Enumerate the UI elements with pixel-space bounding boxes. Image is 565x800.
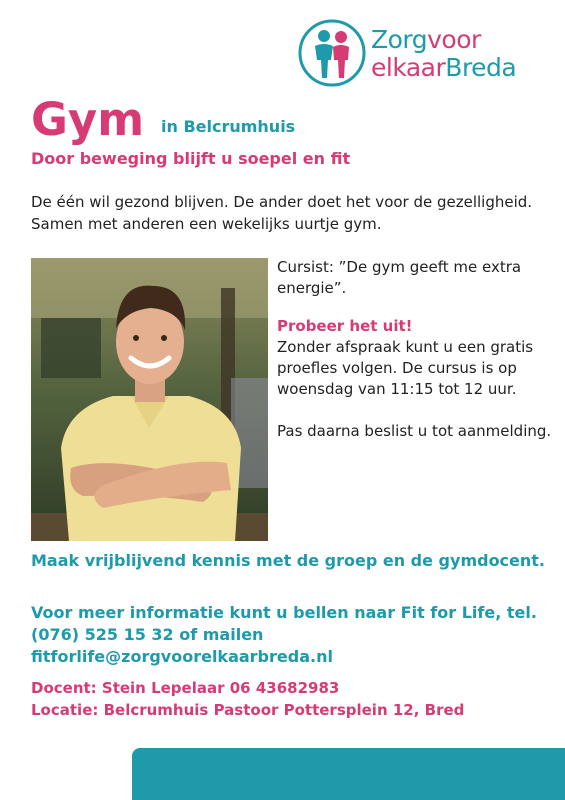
logo-line-1: Zorgvoor [371, 25, 481, 54]
logo [297, 18, 537, 88]
logo-line-2: elkaarBreda [371, 53, 517, 82]
decide-text: Pas daarna beslist u tot aanmelding. [277, 422, 552, 440]
two-people-logo-icon [297, 18, 367, 88]
tagline: Door beweging blijft u soepel en fit [31, 149, 351, 168]
teacher-line: Docent: Stein Lepelaar 06 43682983 [31, 679, 340, 697]
cta-heading: Probeer het uit! [277, 317, 413, 335]
intro-text: De één wil gezond blijven. De ander doet het voor de gezelligheid. Samen met anderen een wekelijks uurtje gym. [31, 193, 533, 233]
meet-text: Maak vrijblijvend kennis met de groep en de gymdocent. [31, 551, 546, 570]
title-location: in Belcrumhuis [161, 117, 296, 136]
cta-text: Zonder afspraak kunt u een gratis proefles volgen. De cursus is op woensdag van 11:15 tot 12 uur. [277, 338, 534, 398]
participant-quote: Cursist: ”De gym geeft me extra energie”. [277, 258, 522, 297]
instructor-photo [31, 258, 268, 541]
page-title: Gym [31, 93, 145, 146]
side-column [277, 257, 562, 442]
location-line: Locatie: Belcrumhuis Pastoor Pottersplein 12, Bred [31, 701, 465, 719]
footer-bar [132, 748, 565, 800]
contact-info: Voor meer informatie kunt u bellen naar Fit for Life, tel. (076) 525 15 32 of mailen fitforlife@zorgvoorelkaarbreda.nl [31, 603, 537, 666]
